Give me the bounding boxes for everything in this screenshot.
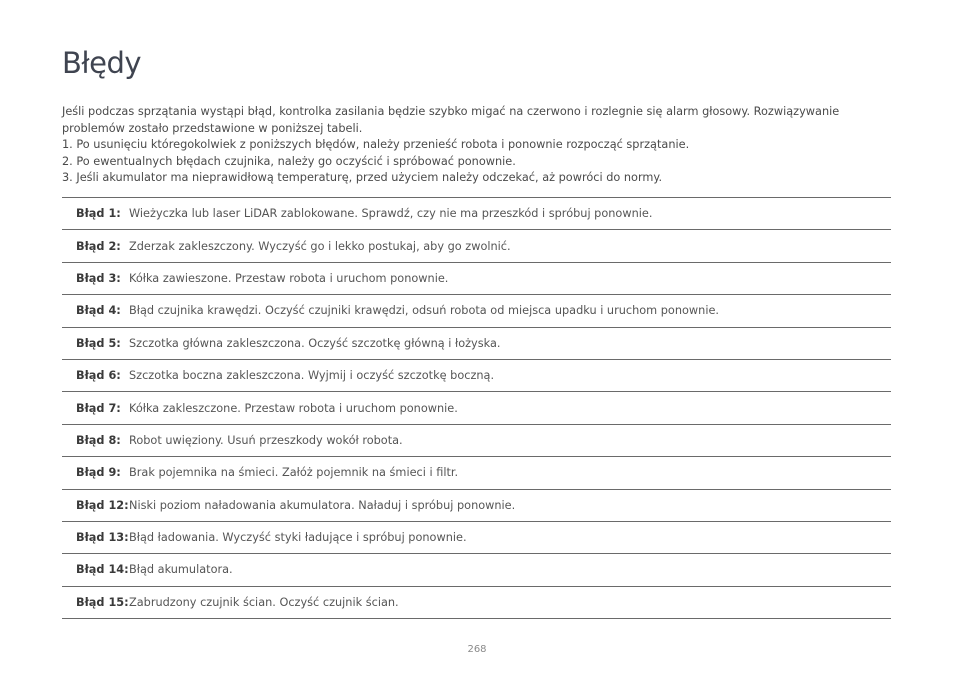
page-title: Błędy — [62, 46, 142, 80]
error-row — [62, 522, 891, 554]
error-code: Błąd 14: — [76, 563, 129, 577]
intro-step-2: 2. Po ewentualnych błędach czujnika, należy go oczyścić i spróbować ponownie. — [62, 154, 516, 168]
error-description: Niski poziom naładowania akumulatora. Naładuj i spróbuj ponownie. — [129, 498, 516, 512]
error-description: Kółka zawieszone. Przestaw robota i uruchom ponownie. — [129, 271, 449, 285]
error-description: Błąd ładowania. Wyczyść styki ładujące i spróbuj ponownie. — [129, 531, 467, 545]
error-description: Zabrudzony czujnik ścian. Oczyść czujnik ścian. — [129, 595, 399, 609]
error-description: Szczotka boczna zakleszczona. Wyjmij i oczyść szczotkę boczną. — [129, 369, 495, 383]
error-code: Błąd 1: — [76, 207, 121, 221]
error-code: Błąd 2: — [76, 239, 121, 253]
error-code: Błąd 13: — [76, 531, 129, 545]
error-code: Błąd 4: — [76, 304, 121, 318]
error-code: Błąd 8: — [76, 433, 121, 447]
error-description: Wieżyczka lub laser LiDAR zablokowane. Sprawdź, czy nie ma przeszkód i spróbuj ponownie. — [129, 207, 653, 221]
error-row — [62, 425, 891, 457]
error-code: Błąd 15: — [76, 595, 129, 609]
intro-text — [62, 104, 882, 187]
error-row — [62, 587, 891, 619]
error-description: Błąd czujnika krawędzi. Oczyść czujniki krawędzi, odsuń robota od miejsca upadku i uruchom ponownie. — [129, 304, 719, 318]
intro-step-3: 3. Jeśli akumulator ma nieprawidłową temperaturę, przed użyciem należy odczekać, aż powróci do normy. — [62, 171, 663, 185]
error-row — [62, 554, 891, 586]
intro-paragraph: Jeśli podczas sprzątania wystąpi błąd, kontrolka zasilania będzie szybko migać na czerwono i rozlegnie się alarm głosowy. Rozwiązywanie problemów zostało przedstawione w poniższej tabeli. — [62, 105, 840, 135]
error-code: Błąd 7: — [76, 401, 121, 415]
intro-step-1: 1. Po usunięciu któregokolwiek z poniższych błędów, należy przenieść robota i ponownie rozpocząć sprzątanie. — [62, 138, 690, 152]
error-code: Błąd 3: — [76, 271, 121, 285]
error-row — [62, 198, 891, 230]
error-description: Brak pojemnika na śmieci. Załóż pojemnik na śmieci i filtr. — [129, 466, 459, 480]
error-code: Błąd 6: — [76, 369, 121, 383]
error-description: Kółka zakleszczone. Przestaw robota i uruchom ponownie. — [129, 401, 458, 415]
error-row — [62, 360, 891, 392]
error-code: Błąd 9: — [76, 466, 121, 480]
error-table — [62, 197, 891, 619]
error-description: Szczotka główna zakleszczona. Oczyść szczotkę główną i łożyska. — [129, 336, 501, 350]
error-row — [62, 457, 891, 489]
error-row — [62, 490, 891, 522]
error-code: Błąd 12: — [76, 498, 129, 512]
error-code: Błąd 5: — [76, 336, 121, 350]
error-row — [62, 263, 891, 295]
page-number: 268 — [467, 644, 487, 655]
error-row — [62, 295, 891, 327]
error-row — [62, 230, 891, 262]
error-description: Zderzak zakleszczony. Wyczyść go i lekko postukaj, aby go zwolnić. — [129, 239, 511, 253]
error-row — [62, 392, 891, 424]
error-description: Błąd akumulatora. — [129, 563, 233, 577]
error-description: Robot uwięziony. Usuń przeszkody wokół robota. — [129, 433, 403, 447]
error-row — [62, 328, 891, 360]
